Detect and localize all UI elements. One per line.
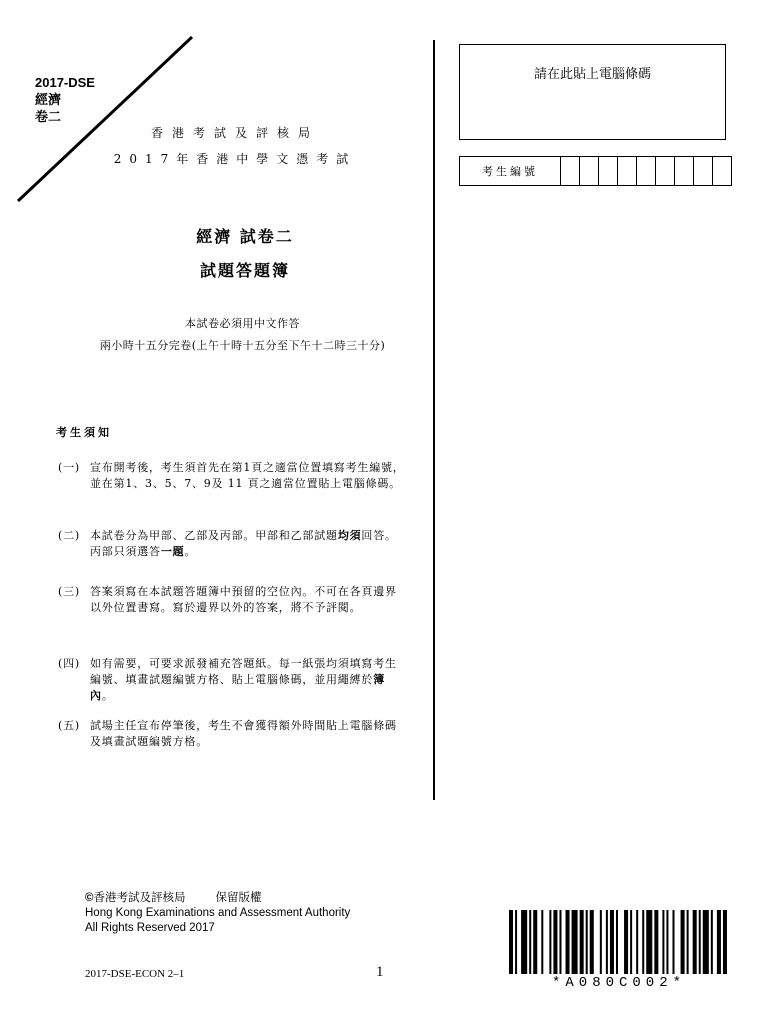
barcode-bar (509, 910, 513, 974)
candidate-number-field[interactable] (459, 156, 732, 186)
instruction-number: (二) (58, 529, 80, 542)
instruction-number: (五) (58, 719, 80, 732)
barcode-bar (553, 910, 557, 974)
candidate-digit-box[interactable] (713, 157, 731, 185)
page-divider (433, 40, 435, 800)
instruction-text: 試場主任宣布停筆後，考生不會獲得額外時間貼上電腦條碼及填畫試題編號方格。 (90, 719, 397, 748)
corner-subject: 經濟 (35, 92, 62, 107)
authority-name: 香港考試及評核局 (150, 126, 319, 140)
copyright-owner-en: Hong Kong Examinations and Assessment Authority (85, 907, 351, 919)
barcode-bar (529, 910, 531, 974)
candidate-number-label: 考生編號 (460, 157, 561, 185)
corner-label (35, 74, 95, 125)
barcode-bar (606, 910, 608, 974)
corner-paper: 卷二 (35, 109, 62, 124)
barcode-bar (681, 910, 685, 974)
instruction-text: 答案須寫在本試題答題簿中預留的空位內。不可在各頁邊界以外位置書寫。寫於邊界以外的答案，將不予評閱。 (90, 585, 397, 614)
instruction-number: (一) (58, 461, 80, 474)
barcode-text: *A080C002* (551, 975, 686, 991)
barcode-label-text: 請在此貼上電腦條碼 (533, 67, 651, 82)
barcode-bar (559, 910, 561, 974)
instruction-text: 如有需要，可要求派發補充答題紙。每一紙張均須填寫考生編號、填畫試題編號方格、貼上電腦條碼，並用繩縛於簿內。 (90, 657, 397, 702)
barcode-bar (672, 910, 674, 974)
barcode-bar (636, 910, 638, 974)
barcode-bar (566, 910, 570, 974)
barcode-bar (624, 910, 628, 974)
candidate-digit-box[interactable] (618, 157, 637, 185)
candidate-digit-box[interactable] (561, 157, 580, 185)
barcode-bar (666, 910, 668, 974)
barcode-bar (549, 910, 551, 974)
copyright-icon: © (85, 892, 94, 904)
barcode-bar (521, 910, 527, 974)
candidate-digit-box[interactable] (675, 157, 694, 185)
barcode-bar (515, 910, 517, 974)
instructions-heading: 考生須知 (56, 426, 112, 439)
candidate-digit-box[interactable] (656, 157, 675, 185)
barcode-bar (723, 910, 727, 974)
candidate-digit-box[interactable] (694, 157, 713, 185)
barcode-bar (662, 910, 664, 974)
booklet-title: 試題答題簿 (199, 261, 290, 280)
exam-name: 2017年香港中學文憑考試 (113, 152, 357, 166)
candidate-digit-box[interactable] (580, 157, 599, 185)
barcode-bar (642, 910, 644, 974)
barcode-bar (687, 910, 689, 974)
barcode-bar (711, 910, 713, 974)
barcode-bar (703, 910, 709, 974)
copyright-owner-cn: 香港考試及評核局 (93, 892, 186, 904)
paper-title: 經濟 試卷二 (196, 227, 294, 246)
barcode-label-box (459, 44, 726, 140)
candidate-digit-box[interactable] (637, 157, 656, 185)
barcode-bar (533, 910, 537, 974)
barcode-bar (630, 910, 632, 974)
language-note: 本試卷必須用中文作答 (185, 317, 300, 330)
barcode-bar (646, 910, 652, 974)
barcode-bar (590, 910, 594, 974)
emphasis-text: 均須 (337, 529, 362, 542)
barcode-bar (541, 910, 543, 974)
copyright-block (85, 891, 350, 936)
instruction-number: (四) (58, 657, 80, 670)
instruction-text: 宣布開考後，考生須首先在第1頁之適當位置填寫考生編號，並在第1、3、5、7、9及 11 頁之適當位置貼上電腦條碼。 (90, 461, 405, 490)
corner-exam-code: 2017-DSE (35, 75, 95, 90)
instruction-text: 本試卷分為甲部、乙部及丙部。甲部和乙部試題均須回答。丙部只須選答一題。 (90, 529, 397, 558)
emphasis-text: 簿內 (90, 673, 386, 702)
instruction-number: (三) (58, 585, 80, 598)
copyright-reserved-cn: 保留版權 (215, 892, 262, 904)
duration-note: 兩小時十五分完卷(上午十時十五分至下午十二時三十分) (99, 339, 386, 352)
barcode-image (509, 910, 729, 974)
copyright-reserved-en: All Rights Reserved 2017 (85, 922, 215, 934)
paper-code: 2017-DSE-ECON 2–1 (85, 968, 185, 980)
barcode-bar (693, 910, 697, 974)
barcode-bar (616, 910, 618, 974)
barcode-bar (610, 910, 614, 974)
barcode-bar (600, 910, 602, 974)
barcode-bar (586, 910, 588, 974)
candidate-digit-box[interactable] (599, 157, 618, 185)
barcode-bar (717, 910, 721, 974)
barcode-bar (572, 910, 578, 974)
barcode-bar (699, 910, 701, 974)
page-number: 1 (376, 964, 384, 980)
barcode-bar (654, 910, 658, 974)
barcode-bar (580, 910, 584, 974)
emphasis-text: 一題 (160, 545, 185, 558)
